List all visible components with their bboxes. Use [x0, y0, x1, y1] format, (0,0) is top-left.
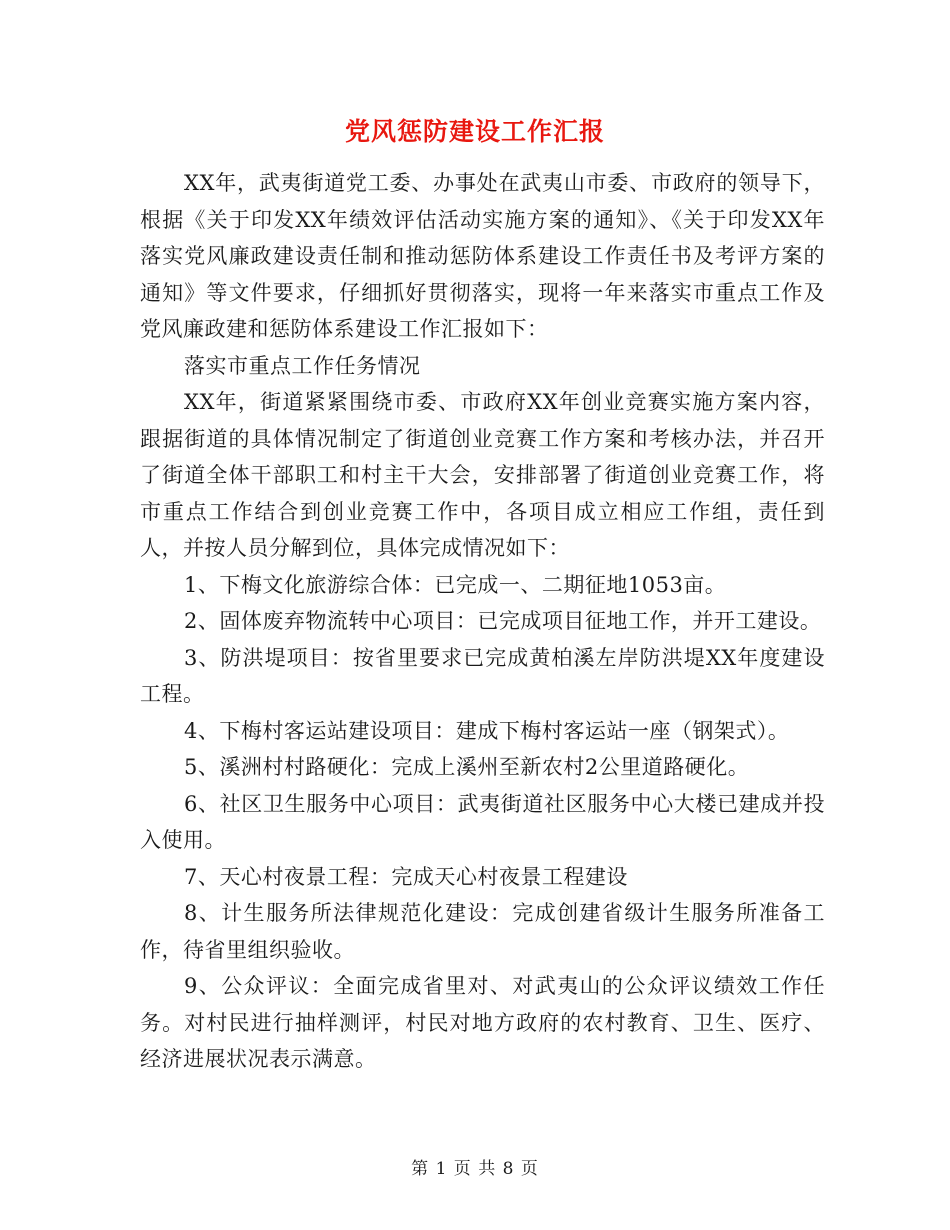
list-item: 4、下梅村客运站建设项目：建成下梅村客运站一座（钢架式）。: [184, 718, 790, 743]
list-item: 1、下梅文化旅游综合体：已完成一、二期征地1053亩。: [184, 572, 727, 597]
document-title: 党风惩防建设工作汇报: [344, 117, 605, 146]
list-item: 6、社区卫生服务中心项目：武夷街道社区服务中心大楼已建成并投入使用。: [140, 791, 825, 852]
paragraph-intro: XX年，武夷街道党工委、办事处在武夷山市委、市政府的领导下，根据《关于印发XX年绩效评估活动实施方案的通知》、《关于印发XX年落实党风廉政建设责任制和推动惩防体系建设工作责任书及考评方案的通知》等文件要求，仔细抓好贯彻落实，现将一年来落实市重点工作及党风廉政建和惩防体系建设工作汇报如下：: [140, 171, 825, 341]
list-item: 8、计生服务所法律规范化建设：完成创建省级计生服务所准备工作，待省里组织验收。: [140, 901, 825, 962]
list-item: 5、溪洲村村路硬化：完成上溪州至新农村2公里道路硬化。: [184, 755, 750, 779]
page-number-footer: 第 1 页 共 8 页: [411, 1159, 539, 1179]
list-item: 2、固体废弃物流转中心项目：已完成项目征地工作，并开工建设。: [184, 609, 822, 633]
paragraph-overview: XX年，街道紧紧围绕市委、市政府XX年创业竞赛实施方案内容，跟据街道的具体情况制定了街道创业竞赛工作方案和考核办法，并召开了街道全体干部职工和村主干大会，安排部署了街道创业竞赛工作，将市重点工作结合到创业竞赛工作中，各项目成立相应工作组，责任到人，并按人员分解到位，具体完成情况如下：: [140, 390, 825, 560]
section-heading: 落实市重点工作任务情况: [184, 353, 421, 378]
list-item: 9、公众评议：全面完成省里对、对武夷山的公众评议绩效工作任务。对村民进行抽样测评，村民对地方政府的农村教育、卫生、医疗、经济进展状况表示满意。: [140, 974, 825, 1071]
list-item: 3、防洪堤项目：按省里要求已完成黄柏溪左岸防洪堤XX年度建设工程。: [140, 645, 825, 706]
list-item: 7、天心村夜景工程：完成天心村夜景工程建设: [184, 864, 628, 889]
document-body: [140, 165, 825, 1078]
